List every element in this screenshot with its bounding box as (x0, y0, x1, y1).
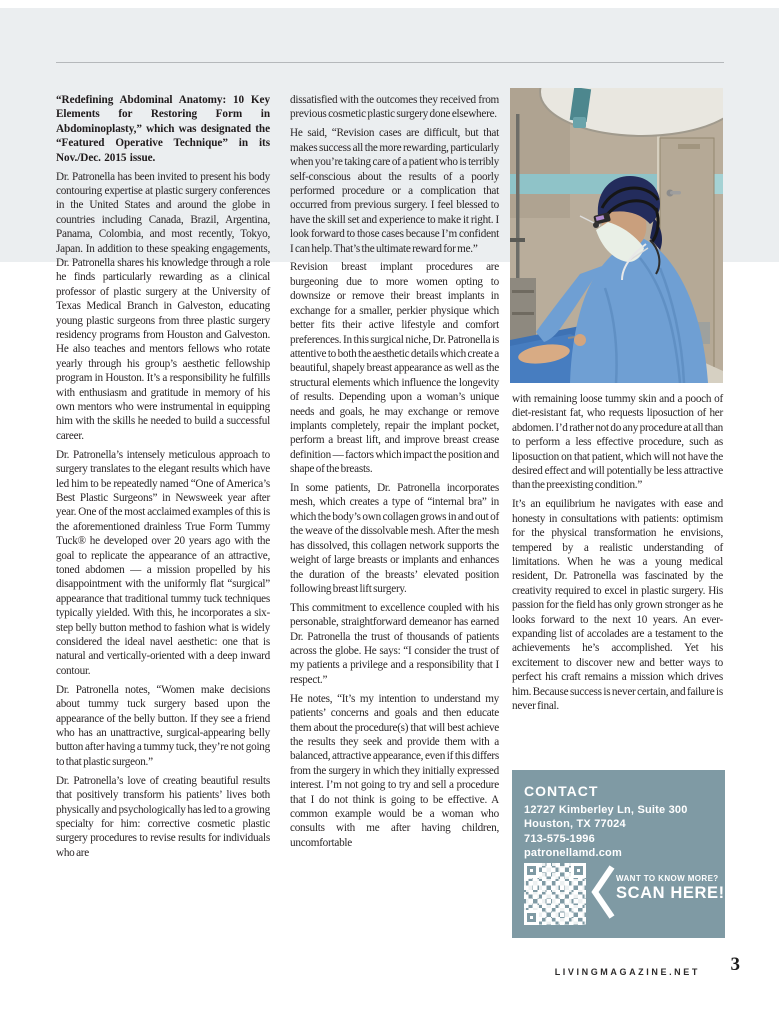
paragraph: Dr. Patronella has been invited to present his body contouring expertise at plastic surgery conferences in the United States and around the globe in countries including Canada, Brazil, Argentina, Panama, Colombia, and most recently, Tokyo, Japan. In addition to these speaking engagements, Dr. Patronella shares his knowledge through a role he finds particularly rewarding as a clinical professor of plastic surgery at the University of Texas Medical Branch in Galveston, educating young plastic surgeons from three plastic surgery residency programs from Houston and Galveston. He also teaches and mentors fellows who rotate yearly through his group’s aesthetic fellowship program in Houston. It’s a responsibility he fulfills with enthusiasm and gratitude in memory of his own mentors who were instrumental in equipping him with the skills he needed to build a successful career. (56, 170, 270, 442)
header-rule (56, 62, 724, 63)
qr-finder-icon (524, 863, 539, 878)
paragraph: This commitment to excellence coupled with his personable, straightforward demeanor has earned Dr. Patronella the trust of thousands of patients across the globe. He says: “I consider the trust of my patients a privilege and a responsibility that I respect.” (290, 601, 499, 686)
contact-box (512, 770, 725, 938)
chevron-left-icon (590, 863, 616, 921)
paragraph: It’s an equilibrium he navigates with ease and honesty in consultations with patients: optimism for the physical transformation he envisions, tempered by a realistic understanding of limitations. When he was a young medical resident, Dr. Patronella was fascinated by the creativity required to excel in plastic surgery. His passion for the field has only grown stronger as he looks forward to the next 10 years. An ever-expanding list of accolades are a testament to the achievements he’s accomplished. Yet his excitement to discover new and better ways to perfect his craft remains a mission which drives him. Because success is never certain, and failure is never final. (512, 498, 723, 713)
paragraph: In some patients, Dr. Patronella incorporates mesh, which creates a type of “internal bra” in which the body’s own collagen grows in and out of the weave of the dissolvable mesh. After the mesh has dissolved, this collagen network supports the weight of large breasts or implants and enhances the duration of the breasts’ elevated position following breast lift surgery. (290, 482, 499, 595)
paragraph: with remaining loose tummy skin and a pooch of diet-resistant fat, who requests liposuction of her abdomen. I’d rather not do any procedure at all than to perform a less effective procedure, such as liposuction on that patient, which will not have the desired effect and will potentially be less attractive than the preexisting condition.” (512, 393, 723, 492)
paragraph: Dr. Patronella’s intensely meticulous approach to surgery translates to the elegant results which have led him to be repeatedly named “One of America’s Best Plastic Surgeons” in Newsweek year after year. One of the most acclaimed examples of this is the aforementioned drainless True Form Tummy Tuck® he developed over 20 years ago with the goal to replicate the appearance of an attractive, toned abdomen — a mission propelled by his disappointment with the uniformly flat “surgical” appearance that traditional tummy tuck techniques typically yielded. With this, he incorporates a six-step belly button method to fashion what is widely considered the ideal navel aesthetic: one that is natural and vertically-oriented with a deep inward contour. (56, 448, 270, 677)
footer-site-url: LIVINGMAGAZINE.NET (554, 967, 700, 977)
text-column-3 (512, 392, 723, 718)
paragraph: dissatisfied with the outcomes they received from previous cosmetic plastic surgery done elsewhere. (290, 94, 499, 121)
text-column-2 (290, 93, 499, 855)
contact-details (524, 803, 688, 860)
paragraph: Revision breast implant procedures are burgeoning due to more women opting to downsize or remove their breast implants in exchange for a smaller, perkier physique which better fits their active lifestyle and comfort preferences. In this surgical niche, Dr. Patronella is attentive to both the aesthetic details which create a beautiful, shapely breast appearance as well as the structural elements which influence the longevity of results. Depending upon a woman’s unique needs and goals, he may exchange or remove implants completely, repair the implant pocket, perform a breast lift, and improve breast crease definition — factors which impact the position and shape of the breasts. (290, 261, 499, 476)
contact-heading: CONTACT (524, 783, 599, 799)
lead-paragraph: “Redefining Abdominal Anatomy: 10 Key Elements for Restoring Form in Abdominoplasty,” which was designated the “Featured Operative Technique” in its Nov./Dec. 2015 issue. (56, 94, 270, 164)
paragraph: He notes, “It’s my intention to understand my patients’ concerns and goals and then educate them about the procedure(s) that will best achieve the results they seek and provide them with a balanced, attractive appearance, even if this differs from the surgery in which they initially expressed interest. I’m not going to try and sell a procedure that I do not think is going to be effective. A common example would be a woman who consults with me after having children, uncomfortable (290, 692, 499, 849)
qr-prompt-line2: SCAN HERE! (616, 884, 725, 902)
contact-website: patronellamd.com (524, 846, 622, 859)
qr-finder-icon (571, 863, 586, 878)
page-number: 3 (730, 954, 740, 975)
paragraph: Dr. Patronella’s love of creating beautiful results that positively transform his patients’ lives both physically and psychologically has led to a growing specialty for him: corrective cosmetic plastic surgery procedures to revise results for individuals who are (56, 774, 270, 859)
surgeon-operating-photo (510, 88, 723, 383)
paragraph: He said, “Revision cases are difficult, but that makes success all the more rewarding, particularly when you’re taking care of a patient who is terribly self-conscious about the results of a poorly performed procedure or a complication that occurred from previous surgery. I feel blessed to have the skill set and experience to make it right. I look forward to those cases because I’m confident I can help. That’s the ultimate reward for me.” (290, 127, 499, 255)
qr-prompt-line1: WANT TO KNOW MORE? (616, 874, 719, 883)
contact-address-line2: Houston, TX 77024 (524, 818, 626, 831)
text-column-1 (56, 93, 270, 865)
paragraph: Dr. Patronella notes, “Women make decisions about tummy tuck surgery based upon the appearance of the belly button. If they see a friend who has an unattractive, surgical-appearing belly button after having a tummy tuck, they’re not going to that plastic surgeon.” (56, 683, 270, 768)
contact-phone: 713-575-1996 (524, 832, 595, 845)
qr-code (524, 863, 586, 925)
qr-finder-icon (524, 910, 539, 925)
contact-address-line1: 12727 Kimberley Ln, Suite 300 (524, 804, 688, 816)
qr-prompt (616, 874, 725, 903)
